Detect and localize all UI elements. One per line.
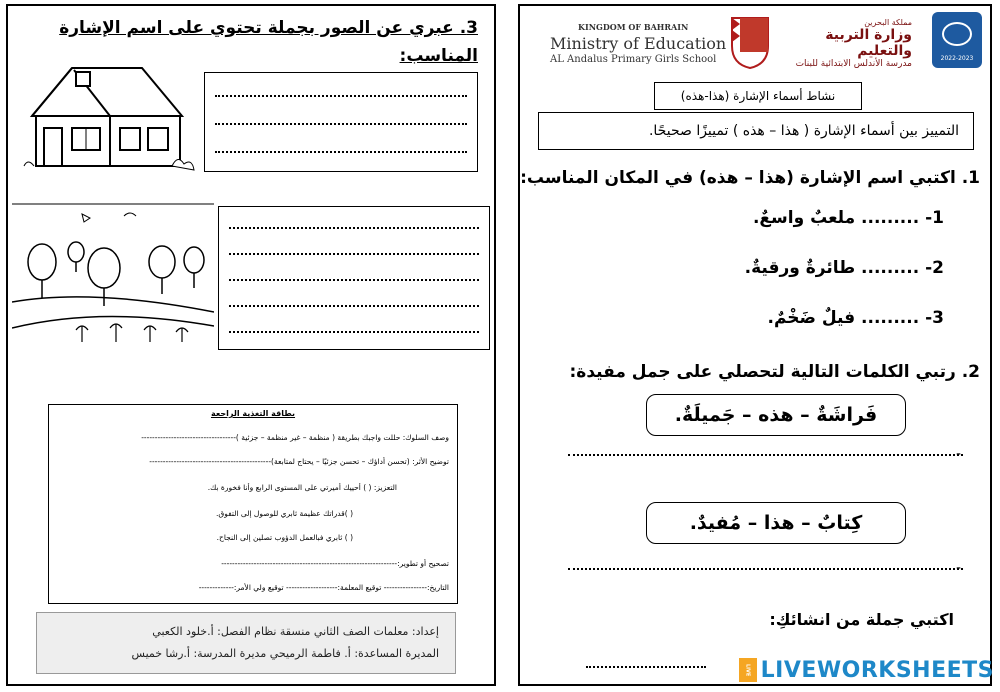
bahrain-emblem-icon — [728, 14, 772, 70]
own-sentence-title: اكتبي جملة من انشائكِ: — [769, 610, 954, 629]
credits-line-1: إعداد: معلمات الصف الثاني منسقة نظام الفصل: أ.خلود الكعبي — [152, 625, 439, 638]
feedback-behavior: وصف السلوك: حللت واجبك بطريقة ( منظمة – غير منظمة – جزئية )----------------------------------- — [141, 433, 449, 442]
ministry-label-ar: وزارة التربية والتعليم — [825, 27, 912, 59]
answer-line — [215, 123, 467, 125]
feedback-reinforcement-1: التعزيز: ( ) أحييك أميرتي على المستوى الرابع وأنا فخورة بك. — [207, 483, 397, 492]
header-arabic — [776, 18, 912, 69]
question-1-item[interactable]: 3- ......... فيلٌ ضَخْمٌ. — [767, 308, 944, 328]
house-picture — [22, 58, 198, 176]
feedback-card-title: بطاقة التغذية الراجعة — [210, 409, 296, 418]
activity-title: نشاط أسماء الإشارة (هذا-هذه) — [654, 82, 862, 110]
worksheet-left-page — [6, 4, 496, 686]
question-1-title: 1. اكتبي اسم الإشارة (هذا – هذه) في المكان المناسب: — [520, 168, 980, 188]
answer-line — [215, 95, 467, 97]
line-marker: - — [956, 446, 962, 462]
answer-line — [229, 279, 479, 281]
kingdom-label-en: KINGDOM OF BAHRAIN — [578, 22, 689, 32]
lesson-objective: التمييز بين أسماء الإشارة ( هذا – هذه ) تمييزًا صحيحًا. — [538, 112, 974, 150]
school-label-ar: مدرسة الأندلس الابتدائية للبنات — [795, 59, 912, 69]
ministry-label-en: Ministry of Education — [550, 34, 727, 53]
answer-line — [229, 305, 479, 307]
feedback-reinforcement-2: ( )قدراتك عظيمة ثابري للوصول إلى التفوق. — [216, 509, 353, 518]
liveworksheets-text: LIVEWORKSHEETS — [760, 657, 994, 683]
liveworksheets-badge-icon: LIVE — [739, 658, 757, 682]
credits-box — [36, 612, 456, 674]
question-3-title: 3. عبري عن الصور بجملة تحتوي على اسم الإشارة المناسب: — [59, 18, 478, 66]
feedback-reinforcement-3: ( ) ثابري فبالعمل الدؤوب تصلين إلى النجاح. — [216, 533, 353, 542]
logo-year: 2022-2023 — [940, 55, 974, 62]
answer-box-park[interactable] — [218, 206, 490, 350]
credits-line-2: المديرة المساعدة: أ. فاطمة الرميحي مديرة المدرسة: أ.رشا خميس — [131, 647, 439, 660]
answer-line — [229, 253, 479, 255]
question-2-title: 2. رتبي الكلمات التالية لتحصلي على جمل مفيدة: — [569, 362, 980, 382]
scrambled-words-box-1: فَراشَةٌ – هذه – جَميلَةٌ. — [646, 394, 906, 436]
answer-line-1[interactable] — [568, 454, 963, 456]
line-marker: - — [956, 560, 962, 576]
question-1-item[interactable]: 1- ......... ملعبٌ واسعٌ. — [752, 208, 944, 228]
worksheet-right-page — [518, 4, 992, 686]
answer-line — [215, 151, 467, 153]
answer-line — [229, 331, 479, 333]
answer-line-3[interactable] — [586, 666, 706, 668]
scrambled-words-box-2: كِتابٌ – هذا – مُفيدٌ. — [646, 502, 906, 544]
liveworksheets-watermark — [739, 656, 994, 684]
park-picture — [12, 202, 214, 354]
feedback-date-signatures: التاريخ:---------------- توقيع المعلمة:------------------- توقيع ولي الأمر:------------- — [198, 583, 449, 592]
answer-box-house[interactable] — [204, 72, 478, 172]
feedback-card — [48, 404, 458, 604]
kingdom-label-ar: مملكة البحرين — [864, 18, 912, 27]
feedback-impact: توضيح الأثر: (تحسن أداؤك – تحسن جزئيًا – يحتاج لمتابعة)--------------------------------------------- — [149, 457, 449, 466]
answer-line — [229, 227, 479, 229]
school-logo-icon — [932, 12, 982, 68]
answer-line-2[interactable] — [568, 568, 963, 570]
school-label-en: AL Andalus Primary Girls School — [550, 54, 717, 65]
feedback-correction: تصحيح أو تطوير:----------------------------------------------------------------- — [221, 559, 449, 568]
question-1-item[interactable]: 2- ......... طائرةٌ ورقيةٌ. — [744, 258, 944, 278]
